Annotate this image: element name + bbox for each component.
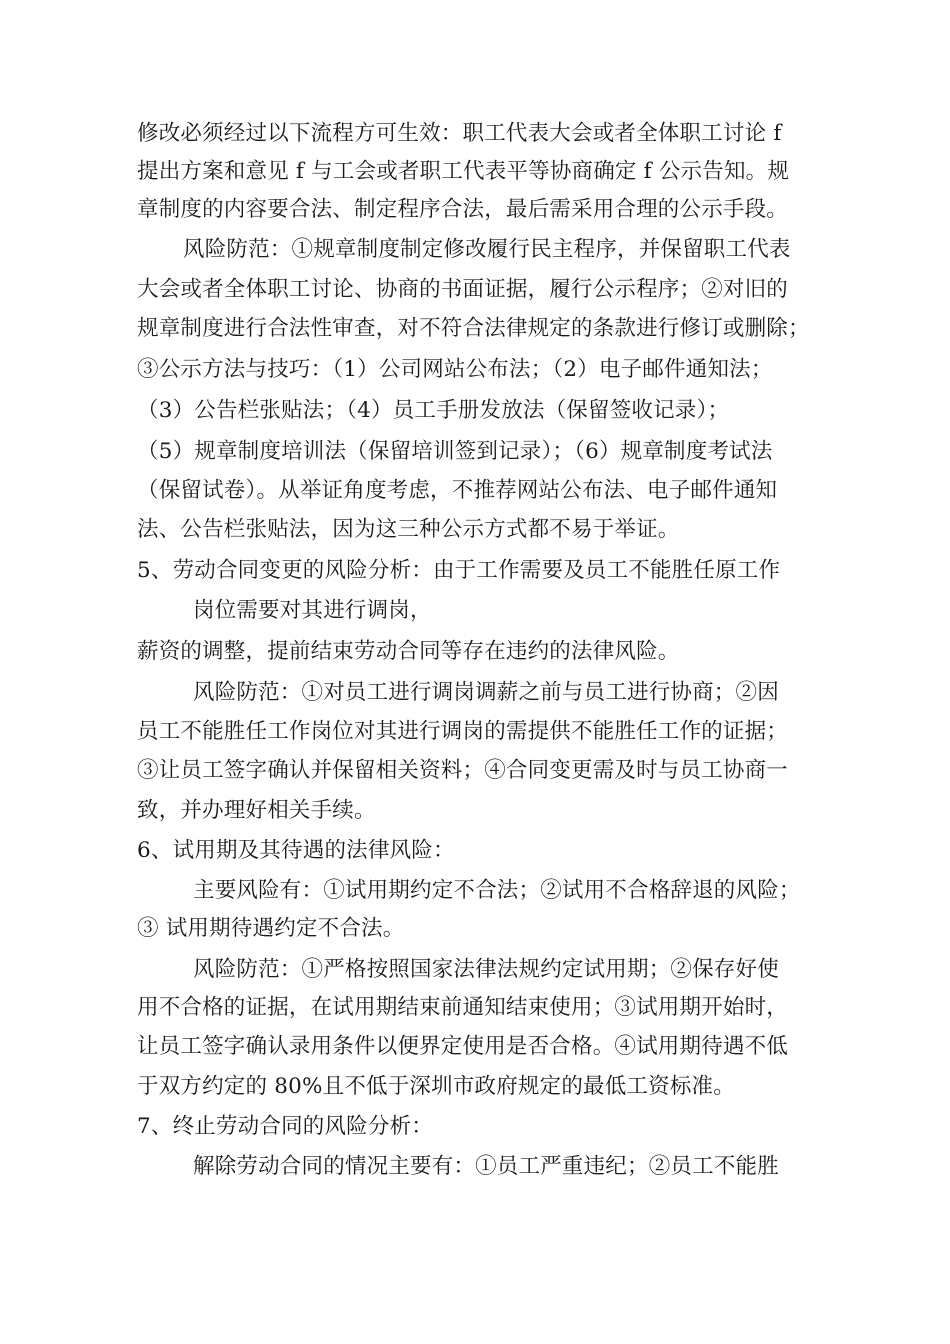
text-line: 主要风险有：①试用期约定不合法；②试用不合格辞退的风险；: [193, 878, 801, 903]
text-line: 薪资的调整，提前结束劳动合同等存在违约的法律风险。: [137, 639, 680, 664]
text-line: （5）规章制度培训法（保留培训签到记录）；（6）规章制度考试法: [137, 439, 773, 464]
text-line: 修改必须经过以下流程方可生效：职工代表大会或者全体职工讨论 f: [137, 121, 782, 146]
section-heading: 5、劳动合同变更的风险分析：由于工作需要及员工不能胜任原工作: [137, 558, 781, 583]
text-line: 风险防范：①规章制度制定修改履行民主程序，并保留职工代表: [183, 237, 791, 262]
text-line: 章制度的内容要合法、制定程序合法，最后需采用合理的公示手段。: [137, 197, 789, 222]
text-line: 风险防范：①严格按照国家法律法规约定试用期；②保存好使: [193, 957, 779, 982]
text-line: 解除劳动合同的情况主要有：①员工严重违纪；②员工不能胜: [193, 1154, 779, 1179]
text-line: 大会或者全体职工讨论、协商的书面证据，履行公示程序；②对旧的: [137, 277, 789, 302]
text-line: 规章制度进行合法性审查，对不符合法律规定的条款进行修订或删除；: [137, 316, 810, 341]
text-line: 岗位需要对其进行调岗，: [193, 598, 432, 623]
text-line: ③公示方法与技巧：（1）公司网站公布法；（2）电子邮件通知法；: [137, 357, 773, 382]
text-line: 于双方约定的 80%且不低于深圳市政府规定的最低工资标准。: [137, 1074, 735, 1099]
text-line: （3）公告栏张贴法；（4）员工手册发放法（保留签收记录）；: [137, 398, 730, 423]
text-line: （保留试卷）。从举证角度考虑，不推荐网站公布法、电子邮件通知: [137, 478, 778, 503]
text-line: 用不合格的证据，在试用期结束前通知结束使用；③试用期开始时，: [137, 995, 789, 1020]
text-line: 员工不能胜任工作岗位对其进行调岗的需提供不能胜任工作的证据；: [137, 719, 789, 744]
text-line: 风险防范：①对员工进行调岗调薪之前与员工进行协商；②因: [193, 680, 779, 705]
text-line: 法、公告栏张贴法，因为这三种公示方式都不易于举证。: [137, 517, 680, 542]
text-line: 致，并办理好相关手续。: [137, 798, 376, 823]
text-line: 提出方案和意见 f 与工会或者职工代表平等协商确定 f 公示告知。规: [137, 159, 790, 184]
section-heading: 6、试用期及其待遇的法律风险：: [137, 838, 455, 863]
text-line: ③让员工签字确认并保留相关资料；④合同变更需及时与员工协商一: [137, 758, 789, 783]
text-line: 让员工签字确认录用条件以便界定使用是否合格。④试用期待遇不低: [137, 1034, 789, 1059]
section-heading: 7、终止劳动合同的风险分析：: [137, 1114, 433, 1139]
text-line: ③ 试用期待遇约定不合法。: [137, 916, 405, 941]
